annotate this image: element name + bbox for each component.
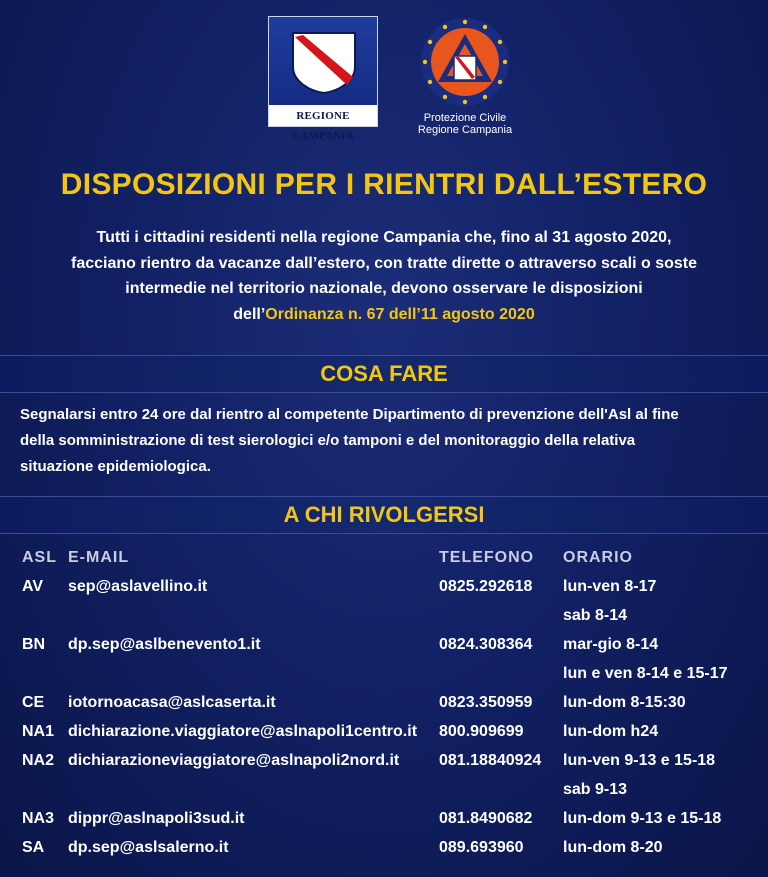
asl-code: NA2 <box>22 752 55 769</box>
regione-campania-logo <box>268 16 378 142</box>
protezione-civile-caption <box>410 112 520 136</box>
protezione-civile-line2: Regione Campania <box>417 124 513 136</box>
opening-hours: lun-dom 9-13 e 15-18 <box>563 810 722 827</box>
header-telefono: TELEFONO <box>439 549 535 566</box>
section-header-cosa-fare: COSA FARE <box>0 355 768 393</box>
email-link[interactable]: dp.sep@aslbenevento1.it <box>68 636 261 653</box>
phone-number[interactable]: 089.693960 <box>439 839 524 856</box>
asl-code: NA1 <box>22 723 55 740</box>
page-title: DISPOSIZIONI PER I RIENTRI DALL’ESTERO <box>60 168 708 201</box>
email-link[interactable]: dp.sep@aslsalerno.it <box>68 839 229 856</box>
phone-number[interactable]: 800.909699 <box>439 723 524 740</box>
header-asl: ASL <box>22 549 57 566</box>
opening-hours: lun-ven 8-17 <box>563 578 657 595</box>
intro-prefix: dell’ <box>233 305 266 323</box>
opening-hours: lun-dom h24 <box>563 723 659 740</box>
phone-number[interactable]: 0824.308364 <box>439 636 533 653</box>
asl-code: BN <box>22 636 46 653</box>
phone-number[interactable]: 081.18840924 <box>439 752 542 769</box>
protezione-civile-logo <box>410 16 520 144</box>
protezione-civile-line1: Protezione Civile <box>423 112 507 124</box>
intro-line <box>40 302 728 328</box>
cosa-fare-line: situazione epidemiologica. <box>20 458 211 475</box>
intro-line: intermedie nel territorio nazionale, devono osservare le disposizioni <box>125 280 643 297</box>
protezione-civile-emblem-icon <box>410 16 520 108</box>
header-email: E-MAIL <box>68 549 130 566</box>
email-link[interactable]: iotornoacasa@aslcaserta.it <box>68 694 276 711</box>
cosa-fare-line: Segnalarsi entro 24 ore dal rientro al competente Dipartimento di prevenzione dell'Asl al fine <box>20 406 679 423</box>
opening-hours: lun e ven 8-14 e 15-17 <box>563 665 728 682</box>
email-link[interactable]: dippr@aslnapoli3sud.it <box>68 810 245 827</box>
email-link[interactable]: sep@aslavellino.it <box>68 578 208 595</box>
asl-code: NA3 <box>22 810 55 827</box>
intro-line: facciano rientro da vacanze dall’estero, con tratte dirette o attraverso scali o soste <box>71 254 697 272</box>
ordinanza-highlight: Ordinanza n. 67 dell’11 agosto 2020 <box>265 305 535 323</box>
opening-hours: sab 9-13 <box>563 781 628 798</box>
phone-number[interactable]: 081.8490682 <box>439 810 533 827</box>
opening-hours: mar-gio 8-14 <box>563 636 659 653</box>
phone-number[interactable]: 0823.350959 <box>439 694 533 711</box>
intro-line: Tutti i cittadini residenti nella regione Campania che, fino al 31 agosto 2020, <box>96 229 672 246</box>
opening-hours: lun-ven 9-13 e 15-18 <box>563 752 716 769</box>
asl-code: CE <box>22 694 45 711</box>
cosa-fare-line: della somministrazione di test sierologici e/o tamponi e del monitoraggio della relativa <box>20 432 636 449</box>
header-orario: ORARIO <box>563 549 633 566</box>
regione-campania-caption: REGIONE CAMPANIA <box>269 106 377 126</box>
email-link[interactable]: dichiarazione.viaggiatore@aslnapoli1centro.it <box>68 723 418 740</box>
phone-number[interactable]: 0825.292618 <box>439 578 533 595</box>
opening-hours: sab 8-14 <box>563 607 628 624</box>
asl-code: AV <box>22 578 44 595</box>
opening-hours: lun-dom 8-20 <box>563 839 663 856</box>
asl-code: SA <box>22 839 45 856</box>
cosa-fare-text <box>20 402 748 480</box>
opening-hours: lun-dom 8-15:30 <box>563 694 686 711</box>
intro-paragraph <box>40 225 728 327</box>
campania-shield-icon <box>289 31 359 95</box>
email-link[interactable]: dichiarazioneviaggiatore@aslnapoli2nord.it <box>68 752 400 769</box>
section-header-a-chi-rivolgersi: A CHI RIVOLGERSI <box>0 496 768 534</box>
